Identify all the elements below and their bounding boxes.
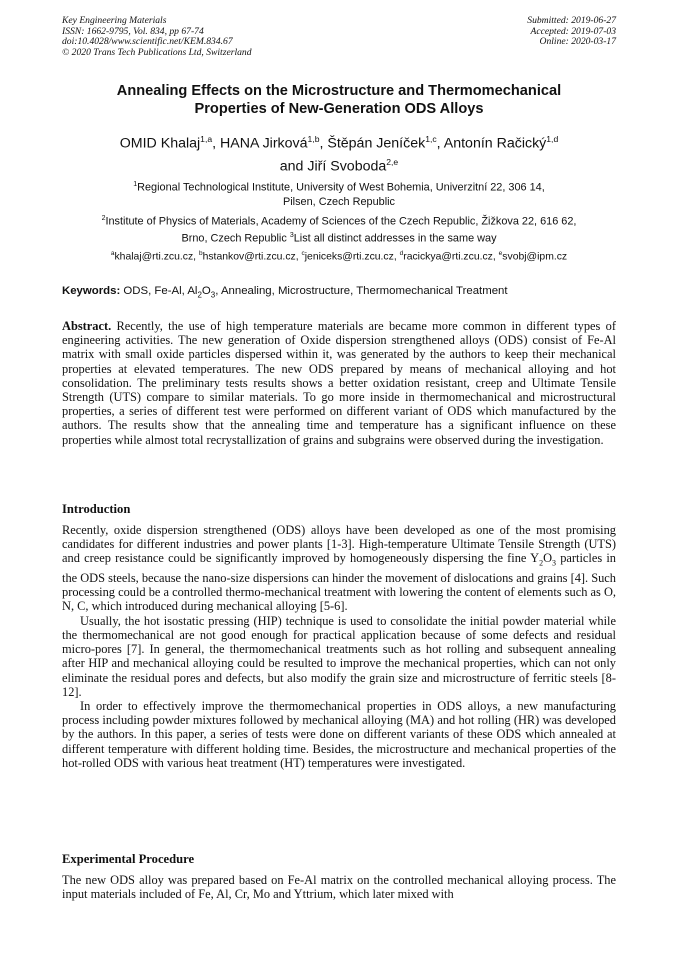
- keyword-sub: 2: [197, 290, 202, 300]
- affiliation-text: Brno, Czech Republic: [181, 232, 287, 245]
- affiliation-sup: 1: [133, 181, 138, 188]
- author-name: Antonín Račický: [443, 135, 547, 152]
- email-address: khalaj@rti.zcu.cz: [114, 251, 194, 263]
- abstract: [62, 319, 616, 447]
- author-name: Jiří Svoboda: [307, 158, 387, 175]
- author-name: Štěpán Jeníček: [327, 135, 426, 152]
- formula-sub: 3: [552, 558, 557, 568]
- journal-info: [62, 16, 252, 58]
- intro-paragraph-3: In order to effectively improve the thermomechanical properties in ODS alloys, a new manufacturing process including powder mixtures followed by mechanical alloying (MA) and hot rolling (HR) was developed by the authors. In this paper, a series of tests were done on different variants of these ODS which annealed at different temperature with different holding time. Besides, the microstructure and mechanical properties of the hot-rolled ODS with various heat treatment (HT) temperatures were investigated.: [62, 698, 616, 770]
- keyword-text: , Annealing, Microstructure, Thermomechanical Treatment: [215, 285, 508, 297]
- email-sup: d: [399, 250, 404, 257]
- copyright-line: © 2020 Trans Tech Publications Ltd, Switzerland: [62, 46, 252, 58]
- paragraph-text: Recently, oxide dispersion strengthened (ODS) alloys have been developed as one of the most promising candidates for different industries and power plants [1-3]. High-temperature Ultimate Tensile Strength (UTS) and creep resistance could be significantly improved by homogeneously dispersing the fine Y: [62, 523, 616, 566]
- experimental-body: [62, 873, 616, 901]
- keyword-sub: 3: [210, 290, 216, 300]
- author-sup: 1,d: [546, 134, 559, 144]
- introduction-heading: Introduction: [62, 502, 131, 516]
- submission-dates: [527, 16, 616, 48]
- and-word: and: [279, 158, 304, 175]
- title-line-2: Properties of New-Generation ODS Alloys: [194, 101, 484, 117]
- affiliation-sup: 3: [289, 232, 294, 240]
- issn-line: ISSN: 1662-9795, Vol. 834, pp 67-74: [62, 25, 204, 37]
- affiliation-1: [62, 178, 616, 210]
- affiliation-1-line-1: [62, 178, 616, 195]
- affiliation-2: [62, 212, 616, 246]
- title-line-1: Annealing Effects on the Microstructure and Thermomechanical: [116, 83, 562, 99]
- submitted-date: Submitted: 2019-06-27: [527, 15, 616, 26]
- introduction-body: [62, 523, 616, 770]
- keywords-label: Keywords:: [62, 285, 121, 297]
- author-sup: 2,e: [386, 156, 399, 167]
- affiliation-2-line-1: [62, 212, 616, 229]
- experimental-paragraph-1: The new ODS alloy was prepared based on Fe-Al matrix on the controlled mechanical alloying process. The input materials included of Fe, Al, Cr, Mo and Yttrium, which later mixed with: [62, 873, 616, 902]
- affiliation-text: Regional Technological Institute, University of West Bohemia, Univerzitní 22, 306 14,: [137, 181, 545, 194]
- keyword-text: ODS, Fe-Al, Al: [123, 285, 198, 297]
- author-list: [62, 130, 616, 175]
- email-address: racickya@rti.zcu.cz: [403, 251, 493, 263]
- email-address: svobj@ipm.cz: [502, 251, 568, 263]
- affiliation-2-line-2: [62, 229, 616, 246]
- affiliation-1-line-2: Pilsen, Czech Republic: [283, 196, 395, 209]
- author-sup: 1,b: [307, 134, 320, 144]
- intro-paragraph-1: [62, 523, 616, 614]
- author-sup: 1,a: [200, 134, 213, 144]
- intro-paragraph-2: Usually, the hot isostatic pressing (HIP) technique is used to consolidate the initial powder material while the thermomechanical are not good enough for practical application because of some defects and residual micro-pores [7]. In general, the thermomechanical treatments such as hot rolling and subsequent annealing after HIP and mechanical alloying could be resulted to improve the mechanical properties, which can not only eliminate the residual pores and defects, but also modify the grain size and microstructure of ferritic steels [8-12].: [62, 613, 616, 699]
- formula-sub: 2: [539, 558, 544, 568]
- journal-name: Key Engineering Materials: [62, 15, 167, 26]
- paragraph-text: particles in the ODS steels, because the nano-size dispersions can hinder the movement of dislocations and grains [4]. Such processing could be a controlled thermo-mechanical treatment with lowering the content of elements such as O, N, C, which introduced during mechanical alloying [5-6].: [62, 551, 617, 614]
- email-address: jeniceks@rti.zcu.cz: [304, 251, 394, 263]
- email-sup: b: [198, 250, 203, 257]
- affiliation-note: List all distinct addresses in the same way: [293, 232, 497, 245]
- accepted-date: Accepted: 2019-07-03: [530, 25, 616, 37]
- author-name: OMID Khalaj: [119, 135, 201, 152]
- email-sup: e: [498, 250, 503, 257]
- online-date: Online: 2020-03-17: [539, 36, 616, 47]
- authors-line-1: OMID Khalaj$^{1,a}$, HANA Jirková$^{1,b}$, Štěpán Jeníček$^{1,c}$, Antonín Račický$^{1,d}$: [119, 134, 559, 152]
- abstract-text: Recently, the use of high temperature materials are became more common in different types of engineering activities. The new generation of Oxide dispersion strengthened alloys (ODS) consist of Fe-Al matrix with small oxide particles dispersed within it, was generated by the authors to keep their mechanical properties at elevated temperatures. The new ODS prepared by means of mechanical alloying and hot consolidation. The preliminary tests results shows a better oxidation resistant, creep and Ultimate Tensile Strength (UTS) compare to similar materials. To go more inside in thermomechanical and microstructural properties, a series of different test were performed on different variant of ODS which manufactured by the authors. The results show that the annealing time and temperature has a significant influence on these properties while almost total recrystallization of grains and subgrains were observed during the investigation.: [62, 319, 616, 447]
- keyword-text: O: [201, 285, 211, 297]
- affiliation-sup: 2: [101, 215, 106, 222]
- experimental-heading: Experimental Procedure: [62, 852, 195, 866]
- email-sup: c: [301, 250, 305, 257]
- author-sup: 1,c: [425, 134, 437, 144]
- authors-line-2: [62, 153, 616, 176]
- affiliation-text: Institute of Physics of Materials, Academy of Sciences of the Czech Republic, Žižkova 22, 616 62,: [105, 215, 577, 228]
- keywords: [62, 284, 616, 302]
- abstract-label: Abstract.: [62, 319, 112, 333]
- email-address: hstankov@rti.zcu.cz: [202, 251, 296, 263]
- email-sup: a: [110, 250, 115, 257]
- paragraph-text: O: [543, 551, 553, 566]
- author-name: HANA Jirková: [220, 135, 308, 152]
- doi-line: doi:10.4028/www.scientific.net/KEM.834.67: [62, 36, 233, 47]
- email-list: $^a$khalaj@rti.zcu.cz, $^b$hstankov@rti.zcu.cz, $^c$jeniceks@rti.zcu.cz, $^d$racickya@rti.zcu.cz, $^e$svobj@ipm.cz: [110, 250, 568, 263]
- paper-title: [62, 82, 616, 118]
